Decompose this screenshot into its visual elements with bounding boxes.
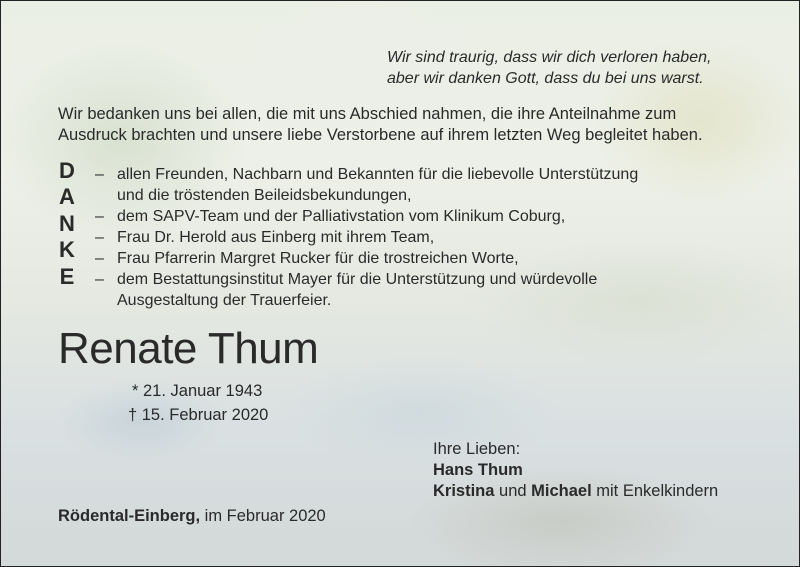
list-item: – dem Bestattungsinstitut Mayer für die Unterstützung und würdevolle: [95, 271, 598, 288]
danke-letter: N: [59, 210, 75, 236]
list-item: – Frau Pfarrerin Margret Rucker für die trostreichen Worte,: [95, 250, 519, 267]
motto-line-1: Wir sind traurig, dass wir dich verloren haben,: [387, 49, 712, 66]
thanks-list: [95, 164, 638, 311]
mourner-name: Kristina: [433, 482, 495, 500]
list-item: – allen Freunden, Nachbarn und Bekannten für die liebevolle Unterstützung: [95, 166, 639, 183]
danke-letter: K: [59, 237, 75, 263]
place-name: Rödental-Einberg,: [58, 507, 201, 525]
motto-quote: [387, 47, 711, 89]
mourner-suffix: mit Enkelkindern: [591, 482, 719, 500]
death-date: † 15. Februar 2020: [128, 406, 269, 424]
birth-date: * 21. Januar 1943: [132, 382, 263, 400]
thanks-intro-line-1: Wir bedanken uns bei allen, die mit uns Abschied nahmen, die ihre Anteilnahme zum: [58, 105, 677, 123]
thanks-intro: [58, 104, 703, 146]
mourner-name: Michael: [531, 482, 592, 500]
date-text: im Februar 2020: [200, 507, 326, 525]
danke-vertical-word: [55, 158, 79, 290]
danke-letter: A: [59, 184, 75, 210]
danke-letter: E: [59, 263, 75, 289]
motto-line-2: aber wir danken Gott, dass du bei uns warst.: [387, 70, 704, 87]
thanks-intro-line-2: Ausdruck brachten und unsere liebe Verstorbene auf ihrem letzten Weg begleitet haben.: [58, 126, 703, 144]
list-item-continuation: Ausgestaltung der Trauerfeier.: [117, 292, 332, 309]
list-item-continuation: und die tröstenden Beileidsbekundungen,: [117, 187, 412, 204]
mourners-block: [433, 439, 718, 502]
mourners-intro: Ihre Lieben:: [433, 440, 521, 458]
mourner-name: Hans Thum: [433, 461, 523, 479]
mourner-joiner: und: [494, 482, 532, 500]
list-item: – dem SAPV-Team und der Palliativstation vom Klinikum Coburg,: [95, 208, 566, 225]
deceased-name: Renate Thum: [58, 324, 319, 373]
list-item: – Frau Dr. Herold aus Einberg mit ihrem Team,: [95, 229, 435, 246]
place-date: [58, 506, 326, 527]
danke-letter: D: [59, 158, 75, 183]
